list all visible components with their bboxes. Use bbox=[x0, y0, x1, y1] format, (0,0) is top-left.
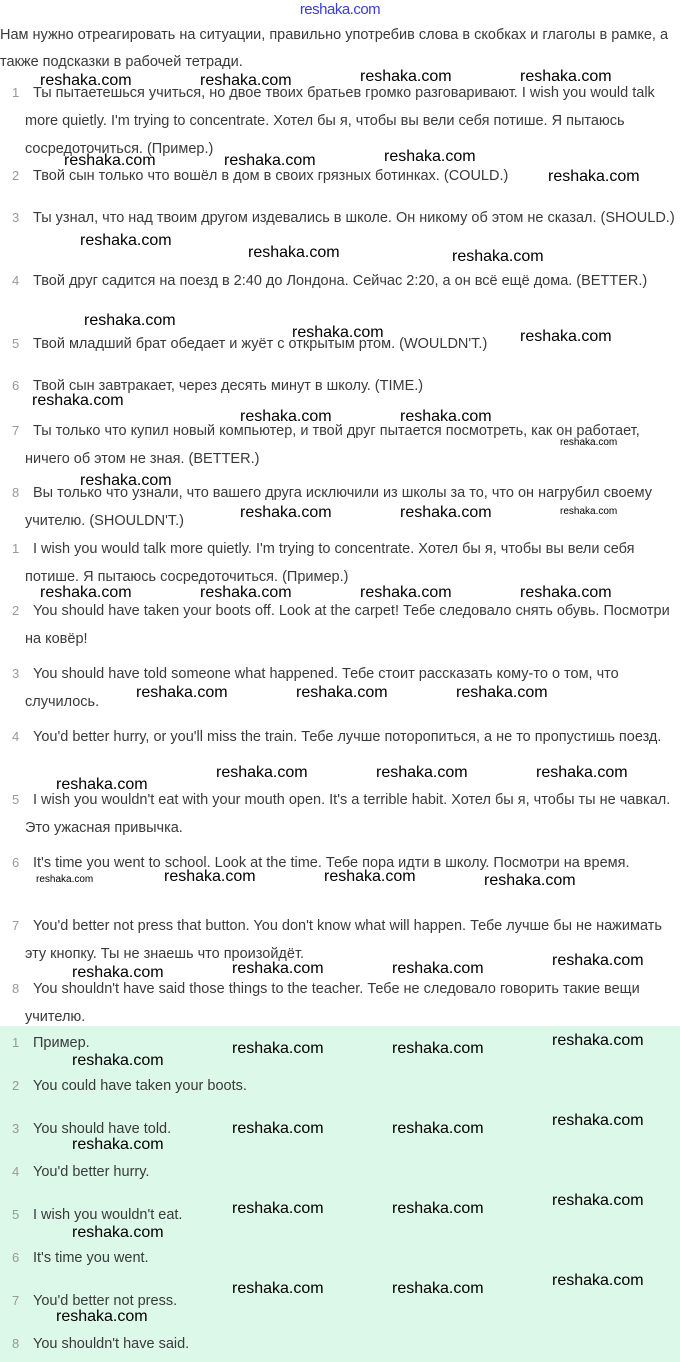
item-number: 2 bbox=[12, 603, 20, 618]
watermark: reshaka.com bbox=[392, 1120, 484, 1137]
item-text: Твой сын завтракает, через десять минут в школу. (TIME.) bbox=[33, 378, 424, 394]
watermark: reshaka.com bbox=[360, 584, 452, 601]
item-text: It's time you went. bbox=[33, 1250, 149, 1266]
item-text: Вы только что узнали, что вашего друга исключили из школы за то, что он нагрубил своему учителю. (SHOULDN'T.) bbox=[25, 485, 652, 529]
watermark: reshaka.com bbox=[392, 960, 484, 977]
translation-item bbox=[12, 535, 675, 591]
answer-item bbox=[12, 1158, 675, 1186]
item-number: 1 bbox=[12, 1035, 20, 1050]
item-number: 3 bbox=[12, 210, 20, 225]
watermark: reshaka.com bbox=[560, 437, 618, 448]
watermark: reshaka.com bbox=[324, 868, 416, 885]
watermark: reshaka.com bbox=[84, 312, 176, 329]
watermark: reshaka.com bbox=[32, 392, 124, 409]
watermark: reshaka.com bbox=[200, 72, 292, 89]
watermark: reshaka.com bbox=[80, 232, 172, 249]
item-text: You'd better not press. bbox=[33, 1293, 178, 1309]
item-number: 8 bbox=[12, 1336, 20, 1351]
task-item bbox=[12, 79, 675, 163]
watermark: reshaka.com bbox=[200, 584, 292, 601]
item-number: 6 bbox=[12, 378, 20, 393]
item-number: 5 bbox=[12, 336, 20, 351]
item-number: 7 bbox=[12, 1293, 20, 1308]
watermark: reshaka.com bbox=[164, 868, 256, 885]
watermark: reshaka.com bbox=[72, 1052, 164, 1069]
item-text: Пример. bbox=[33, 1035, 90, 1051]
item-number: 5 bbox=[12, 792, 20, 807]
item-number: 3 bbox=[12, 666, 20, 681]
watermark: reshaka.com bbox=[72, 1224, 164, 1241]
translation-item bbox=[12, 786, 675, 842]
answer-item bbox=[12, 1072, 675, 1100]
watermark: reshaka.com bbox=[40, 584, 132, 601]
item-number: 8 bbox=[12, 981, 20, 996]
watermark: reshaka.com bbox=[56, 776, 148, 793]
item-text: Твой младший брат обедает и жуёт с открытым ртом. (WOULDN'T.) bbox=[33, 336, 488, 352]
item-text: You'd better not press that button. You don't know what will happen. Тебе лучше бы не нажимать эту кнопку. Ты не знаешь что произойдёт. bbox=[25, 918, 662, 962]
watermark: reshaka.com bbox=[520, 328, 612, 345]
watermark: reshaka.com bbox=[392, 1200, 484, 1217]
item-text: I wish you wouldn't eat. bbox=[33, 1207, 183, 1223]
watermark: reshaka.com bbox=[484, 872, 576, 889]
watermark: reshaka.com bbox=[560, 506, 618, 517]
watermark: reshaka.com bbox=[292, 324, 384, 341]
item-text: You should have told. bbox=[33, 1121, 172, 1137]
watermark: reshaka.com bbox=[376, 764, 468, 781]
watermark: reshaka.com bbox=[240, 408, 332, 425]
watermark: reshaka.com bbox=[232, 1040, 324, 1057]
watermark: reshaka.com bbox=[552, 1272, 644, 1289]
watermark: reshaka.com bbox=[392, 1280, 484, 1297]
answer-item bbox=[12, 1244, 675, 1272]
item-number: 4 bbox=[12, 729, 20, 744]
watermark: reshaka.com bbox=[136, 684, 228, 701]
watermark: reshaka.com bbox=[392, 1040, 484, 1057]
item-text: You'd better hurry. bbox=[33, 1164, 150, 1180]
item-text: You shouldn't have said. bbox=[33, 1336, 190, 1352]
item-text: You'd better hurry, or you'll miss the train. Тебе лучше поторопиться, а не то пропустишь поезд. bbox=[33, 729, 662, 745]
watermark: reshaka.com bbox=[400, 408, 492, 425]
watermark: reshaka.com bbox=[360, 68, 452, 85]
watermark: reshaka.com bbox=[232, 960, 324, 977]
item-text: It's time you went to school. Look at the time. Тебе пора идти в школу. Посмотри на время. bbox=[33, 855, 630, 871]
item-text: You should have taken your boots off. Look at the carpet! Тебе следовало снять обувь. Посмотри на ковёр! bbox=[25, 603, 670, 647]
watermark: reshaka.com bbox=[520, 584, 612, 601]
item-text: Твой сын только что вошёл в дом в своих грязных ботинках. (COULD.) bbox=[33, 168, 509, 184]
item-text: You shouldn't have said those things to the teacher. Тебе не следовало говорить такие вещи учителю. bbox=[25, 981, 640, 1025]
watermark: reshaka.com bbox=[72, 964, 164, 981]
item-text: You should have told someone what happened. Тебе стоит рассказать кому-то о том, что случилось. bbox=[25, 666, 619, 710]
watermark: reshaka.com bbox=[536, 764, 628, 781]
watermark: reshaka.com bbox=[232, 1120, 324, 1137]
watermark: reshaka.com bbox=[520, 68, 612, 85]
item-number: 1 bbox=[12, 85, 20, 100]
watermark: reshaka.com bbox=[400, 504, 492, 521]
watermark: reshaka.com bbox=[240, 504, 332, 521]
watermark: reshaka.com bbox=[452, 248, 544, 265]
watermark: reshaka.com bbox=[548, 168, 640, 185]
item-number: 1 bbox=[12, 541, 20, 556]
watermark: reshaka.com bbox=[248, 244, 340, 261]
item-number: 2 bbox=[12, 1078, 20, 1093]
watermark: reshaka.com bbox=[80, 472, 172, 489]
watermark: reshaka.com bbox=[232, 1200, 324, 1217]
item-text: Ты только что купил новый компьютер, и твой друг пытается посмотреть, как он работает, ничего об этом не зная. (BETTER.) bbox=[25, 423, 640, 467]
watermark: reshaka.com bbox=[224, 152, 316, 169]
item-number: 2 bbox=[12, 168, 20, 183]
item-number: 8 bbox=[12, 485, 20, 500]
item-text: Ты узнал, что над твоим другом издевались в школе. Он никому об этом не сказал. (SHOULD.) bbox=[33, 210, 675, 226]
watermark: reshaka.com bbox=[552, 1192, 644, 1209]
item-text: You could have taken your boots. bbox=[33, 1078, 247, 1094]
item-number: 4 bbox=[12, 1164, 20, 1179]
watermark: reshaka.com bbox=[72, 1136, 164, 1153]
watermark: reshaka.com bbox=[216, 764, 308, 781]
item-text: I wish you wouldn't eat with your mouth open. It's a terrible habit. Хотел бы я, чтобы ты не чавкал. Это ужасная привычка. bbox=[25, 792, 671, 836]
item-number: 7 bbox=[12, 918, 20, 933]
watermark: reshaka.com bbox=[456, 684, 548, 701]
task-item bbox=[12, 204, 675, 232]
item-number: 6 bbox=[12, 855, 20, 870]
watermark: reshaka.com bbox=[232, 1280, 324, 1297]
task-intro: Нам нужно отреагировать на ситуации, правильно употребив слова в скобках и глаголы в рамке, а также подсказки в рабочей тетради. bbox=[0, 27, 669, 70]
item-text: Ты пытаетешься учиться, но двое твоих братьев громко разговаривают. I wish you would talk more quietly. I'm trying to concentrate. Хотел бы я, чтобы вы вели себя потише. Я пытаюсь сосредоточиться. (Пример.) bbox=[25, 85, 655, 157]
item-number: 5 bbox=[12, 1207, 20, 1222]
watermark: reshaka.com bbox=[552, 952, 644, 969]
answer-item bbox=[12, 1330, 675, 1358]
watermark: reshaka.com bbox=[552, 1032, 644, 1049]
task-item bbox=[12, 267, 675, 295]
item-number: 4 bbox=[12, 273, 20, 288]
watermark: reshaka.com bbox=[40, 72, 132, 89]
watermark: reshaka.com bbox=[64, 152, 156, 169]
item-number: 7 bbox=[12, 423, 20, 438]
watermark: reshaka.com bbox=[36, 874, 94, 885]
translation-item bbox=[12, 597, 675, 653]
translation-item bbox=[12, 975, 675, 1031]
watermark: reshaka.com bbox=[296, 684, 388, 701]
site-link[interactable]: reshaka.com bbox=[299, 1, 381, 18]
translation-item bbox=[12, 723, 675, 751]
item-number: 3 bbox=[12, 1121, 20, 1136]
item-number: 6 bbox=[12, 1250, 20, 1265]
item-text: Твой друг садится на поезд в 2:40 до Лондона. Сейчас 2:20, а он всё ещё дома. (BETTER.) bbox=[33, 273, 648, 289]
watermark: reshaka.com bbox=[56, 1308, 148, 1325]
watermark: reshaka.com bbox=[552, 1112, 644, 1129]
item-text: I wish you would talk more quietly. I'm trying to concentrate. Хотел бы я, чтобы вы вели себя потише. Я пытаюсь сосредоточиться. (Пример.) bbox=[25, 541, 635, 585]
watermark: reshaka.com bbox=[384, 148, 476, 165]
